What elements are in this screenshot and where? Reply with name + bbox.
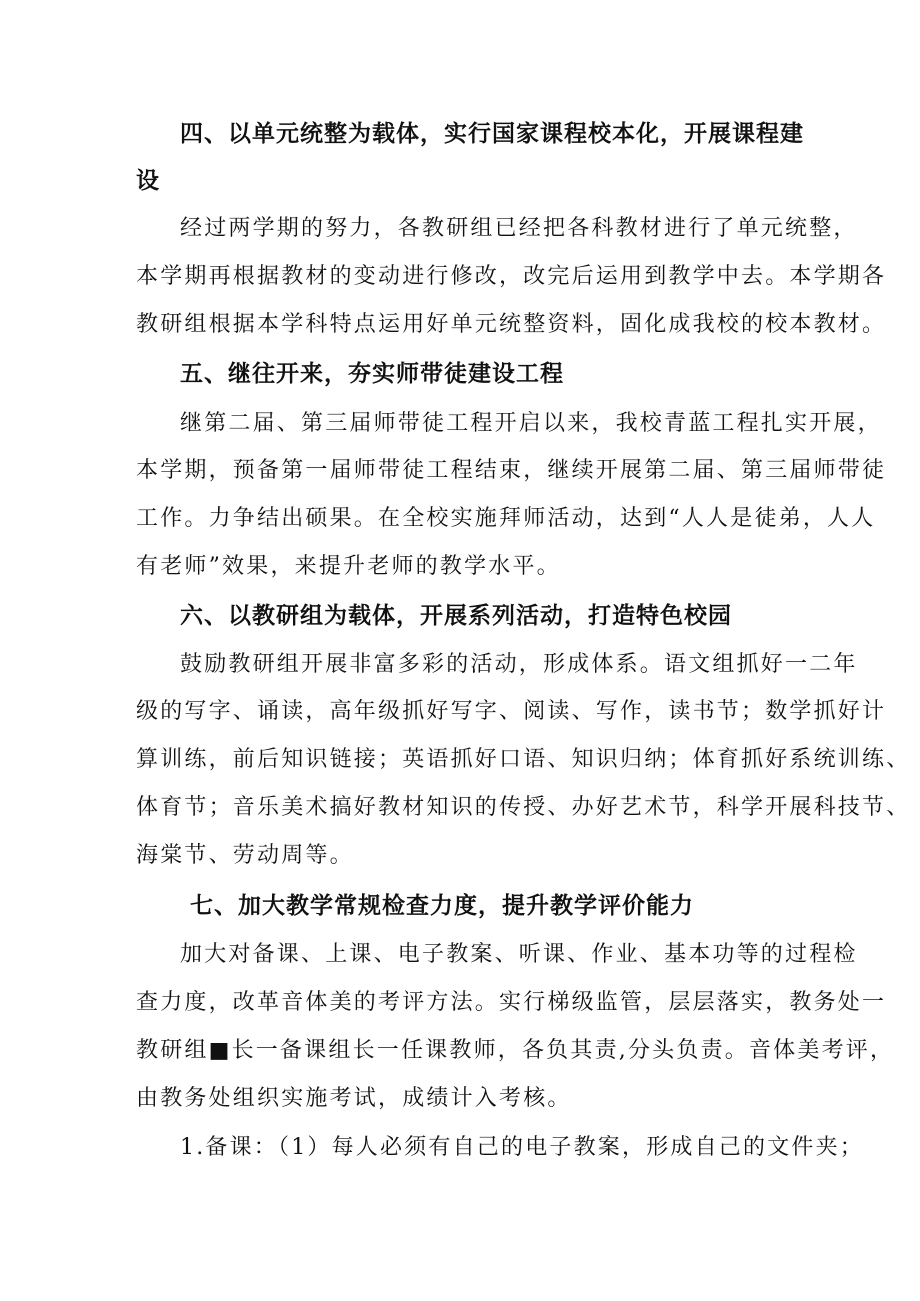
section-5-paragraph-line: 本学期，预备第一届师带徒工程结束，继续开展第二届、第三届师带徒 (136, 458, 887, 483)
section-4-heading-continued: 设 (136, 168, 160, 194)
section-5-paragraph-line: 继第二届、第三届师带徒工程开启以来，我校青蓝工程扎实开展， (180, 411, 882, 436)
section-6-paragraph-line: 鼓励教研组开展非富多彩的活动，形成体系。语文组抓好一二年 (180, 652, 858, 677)
section-7-paragraph-line: 查力度，改革音体美的考评方法。实行梯级监管，层层落实，教务处一 (136, 990, 887, 1015)
section-6-paragraph-line: 级的写字、诵读，高年级抓好写字、阅读、写作，读书节；数学抓好计 (136, 699, 887, 724)
section-4-paragraph-line: 教研组根据本学科特点运用好单元统整资料，固化成我校的校本教材。 (136, 312, 887, 337)
section-7-paragraph-line: 由教务处组织实施考试，成绩计入考核。 (136, 1086, 572, 1111)
section-5-heading: 五、继往开来，夯实师带徒建设工程 (180, 361, 564, 387)
section-7-paragraph-line: 教研组■长一备课组长一任课教师，各负其责,分头负责。音体美考评， (136, 1038, 895, 1063)
section-6-paragraph-line: 海棠节、劳动周等。 (136, 843, 354, 868)
section-7-heading: 七、加大教学常规检查力度，提升教学评价能力 (190, 893, 694, 919)
section-5-paragraph-line: 有老师”效果，来提升老师的教学水平。 (136, 554, 561, 579)
section-7-item-1: 1.备课：（1）每人必须有自己的电子教案，形成自己的文件夹； (180, 1135, 864, 1160)
section-6-paragraph-line: 体育节；音乐美术搞好教材知识的传授、办好艺术节，科学开展科技节、 (136, 795, 911, 820)
section-7-paragraph-line: 加大对备课、上课、电子教案、听课、作业、基本功等的过程检 (180, 942, 858, 967)
section-5-paragraph-line: 工作。力争结出硕果。在全校实施拜师活动，达到“人人是徒弟，人人 (136, 506, 876, 531)
section-4-paragraph-line: 经过两学期的努力，各教研组已经把各科教材进行了单元统整， (180, 216, 858, 241)
section-6-paragraph-line: 算训练，前后知识链接；英语抓好口语、知识归纳；体育抓好系统训练、 (136, 747, 911, 772)
section-4-heading: 四、以单元统整为载体，实行国家课程校本化，开展课程建 (180, 121, 804, 147)
section-6-heading: 六、以教研组为载体，开展系列活动，打造特色校园 (180, 603, 732, 629)
section-4-paragraph-line: 本学期再根据教材的变动进行修改，改完后运用到教学中去。本学期各 (136, 264, 887, 289)
